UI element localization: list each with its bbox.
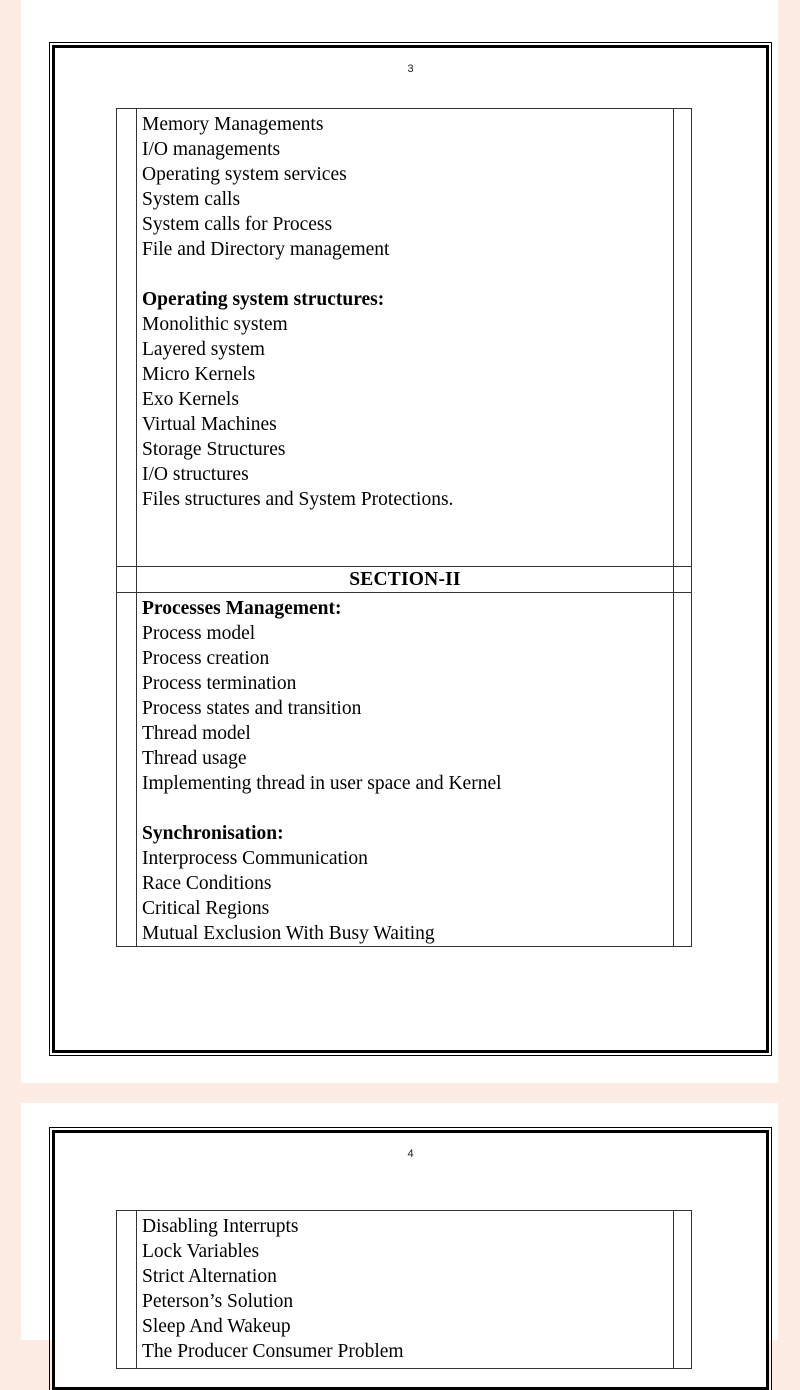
list-item: I/O managements [142,139,281,160]
content-cell [137,1211,674,1369]
edge-cell [674,567,692,593]
page-number: 4 [407,1148,414,1160]
list-item: Layered system [142,339,265,360]
table-row [117,567,692,593]
list-item: Disabling Interrupts [142,1216,299,1237]
edge-cell [674,593,692,947]
list-item: Storage Structures [142,439,286,460]
list-item: Process termination [142,673,297,694]
list-item: Process states and transition [142,698,362,719]
blank-line [142,796,673,821]
document-page-2 [21,1103,778,1362]
list-item: Micro Kernels [142,364,256,385]
list-item: Process model [142,623,256,644]
topic-list [137,593,673,946]
list-item: Implementing thread in user space and Kernel [142,773,502,794]
content-cell [137,593,674,947]
list-item: Operating system services [142,164,347,185]
blank-line [142,262,673,287]
gutter-cell [117,567,137,593]
table-row [117,1211,692,1369]
list-item: System calls for Process [142,214,333,235]
list-item: Peterson’s Solution [142,1291,294,1312]
edge-cell [674,109,692,567]
syllabus-table [116,1210,692,1369]
list-item: Monolithic system [142,314,288,335]
list-item: Thread usage [142,748,247,769]
list-item: Exo Kernels [142,389,239,410]
list-item: Thread model [142,723,251,744]
section-heading: SECTION-II [137,567,674,593]
subheading: Synchronisation: [142,823,284,844]
list-item: Process creation [142,648,270,669]
content-cell [137,109,674,567]
document-page-1 [21,0,778,1083]
blank-line [142,512,673,537]
list-item: Critical Regions [142,898,270,919]
list-item: Mutual Exclusion With Busy Waiting [142,923,435,944]
table-row [117,109,692,567]
list-item: System calls [142,189,241,210]
table-row [117,593,692,947]
gutter-cell [117,593,137,947]
gutter-cell [117,109,137,567]
subheading: Processes Management: [142,598,342,619]
topic-list [137,1211,673,1368]
list-item: Interprocess Communication [142,848,368,869]
list-item: File and Directory management [142,239,390,260]
list-item: Sleep And Wakeup [142,1316,291,1337]
list-item: Lock Variables [142,1241,260,1262]
list-item: The Producer Consumer Problem [142,1341,404,1362]
page-number: 3 [407,63,414,75]
edge-cell [674,1211,692,1369]
topic-list [137,109,673,566]
page-border-frame [52,45,769,1053]
list-item: Race Conditions [142,873,272,894]
gutter-cell [117,1211,137,1369]
blank-line [142,537,673,562]
page-border-frame [52,1130,769,1390]
subheading: Operating system structures: [142,289,385,310]
syllabus-table [116,108,692,947]
list-item: Files structures and System Protections. [142,489,454,510]
list-item: Virtual Machines [142,414,277,435]
list-item: I/O structures [142,464,249,485]
list-item: Strict Alternation [142,1266,277,1287]
list-item: Memory Managements [142,114,324,135]
